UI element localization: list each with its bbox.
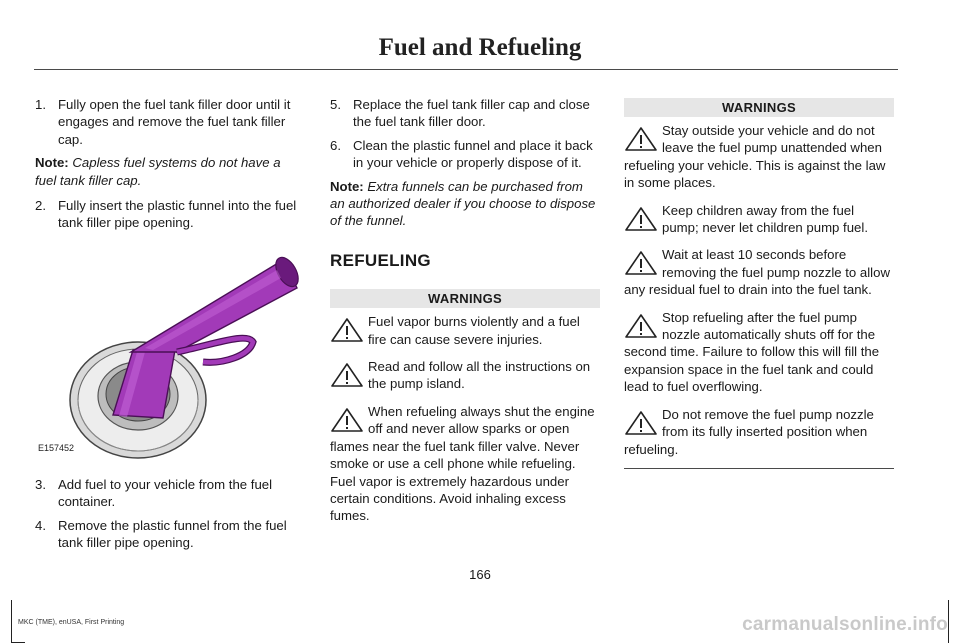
warning-triangle-icon — [624, 250, 658, 276]
warning-item — [624, 202, 894, 237]
warning-item — [330, 358, 600, 393]
warning-triangle-icon — [330, 362, 364, 388]
step-text: Clean the plastic funnel and place it back in your vehicle or properly dispose of it. — [353, 137, 593, 171]
warning-text: Fuel vapor burns violently and a fuel fire can cause severe injuries. — [368, 314, 580, 347]
note-text: Capless fuel systems do not have a fuel tank filler cap. — [35, 155, 281, 188]
note-label: Note: — [330, 178, 364, 194]
warning-item — [624, 309, 894, 396]
step-number: 6. — [330, 137, 341, 153]
crop-mark — [11, 600, 12, 643]
step-2 — [35, 197, 305, 232]
note-capless — [35, 154, 305, 189]
note-extra-funnels — [330, 178, 600, 230]
warning-item — [624, 246, 894, 298]
warning-triangle-icon — [330, 317, 364, 343]
warning-item — [624, 406, 894, 458]
step-number: 3. — [35, 476, 46, 492]
figure-id: E157452 — [38, 443, 75, 454]
warning-triangle-icon — [330, 407, 364, 433]
warnings-header: WARNINGS — [330, 289, 600, 308]
warnings-end-divider — [624, 468, 894, 469]
step-1 — [35, 96, 305, 148]
crop-mark — [948, 600, 949, 643]
warning-text: Do not remove the fuel pump nozzle from its fully inserted position when refueling. — [624, 406, 874, 457]
warning-text: Stop refueling after the fuel pump nozzle automatically shuts off for the second time. Failure to follow this will fill the expansion space in the fuel tank and could lead to fuel overflowing. — [624, 309, 880, 395]
warning-text: Stay outside your vehicle and do not leave the fuel pump unattended when refueling your vehicle. This is against the law in some places. — [624, 123, 886, 191]
warning-triangle-icon — [624, 126, 658, 152]
warning-text: When refueling always shut the engine off and never allow sparks or open flames near the fuel tank filler valve. Never smoke or use a cell phone while refueling. Fuel vapor is extremely hazardous under certain conditions. Avoid inhaling excess fumes. — [330, 403, 595, 524]
warning-triangle-icon — [624, 313, 658, 339]
step-6 — [330, 137, 600, 172]
step-number: 1. — [35, 97, 46, 112]
step-4 — [35, 517, 305, 552]
note-text: Extra funnels can be purchased from an authorized dealer if you choose to dispose of the funnel. — [330, 178, 596, 229]
note-label: Note: — [35, 155, 69, 171]
column-3 — [624, 98, 894, 469]
funnel-in-filler-pipe-image — [35, 240, 303, 460]
funnel-illustration — [35, 240, 303, 460]
title-divider — [34, 69, 898, 70]
step-number: 2. — [35, 198, 46, 214]
warning-text: Read and follow all the instructions on the pump island. — [368, 359, 591, 392]
step-text: Fully open the fuel tank filler door until it engages and remove the fuel tank filler cap. — [58, 97, 291, 147]
step-3 — [35, 476, 305, 511]
warning-triangle-icon — [624, 206, 658, 232]
step-text: Replace the fuel tank filler cap and close the fuel tank filler door. — [353, 97, 590, 130]
warning-text: Keep children away from the fuel pump; never let children pump fuel. — [662, 202, 868, 236]
warning-item — [330, 403, 600, 525]
warning-triangle-icon — [624, 410, 658, 436]
warning-item — [330, 313, 600, 348]
column-1 — [35, 96, 305, 557]
warnings-header: WARNINGS — [624, 98, 894, 117]
site-watermark: carmanualsonline.info — [742, 614, 948, 635]
warning-text: Wait at least 10 seconds before removing the fuel pump nozzle to allow any residual fuel to drain into the fuel tank. — [624, 247, 890, 298]
step-text: Fully insert the plastic funnel into the fuel tank filler pipe opening. — [58, 198, 297, 231]
step-number: 5. — [330, 97, 341, 112]
page-title: Fuel and Refueling — [378, 34, 582, 61]
step-5 — [330, 96, 600, 131]
step-text: Remove the plastic funnel from the fuel tank filler pipe opening. — [58, 517, 287, 551]
section-heading-refueling: REFUELING — [330, 250, 431, 270]
warning-item — [624, 122, 894, 192]
page-number: 166 — [469, 567, 491, 582]
column-2 — [330, 96, 600, 535]
edition-footer: MKC (TME), enUSA, First Printing — [18, 619, 125, 626]
step-text: Add fuel to your vehicle from the fuel container. — [58, 476, 273, 510]
step-number: 4. — [35, 517, 46, 533]
